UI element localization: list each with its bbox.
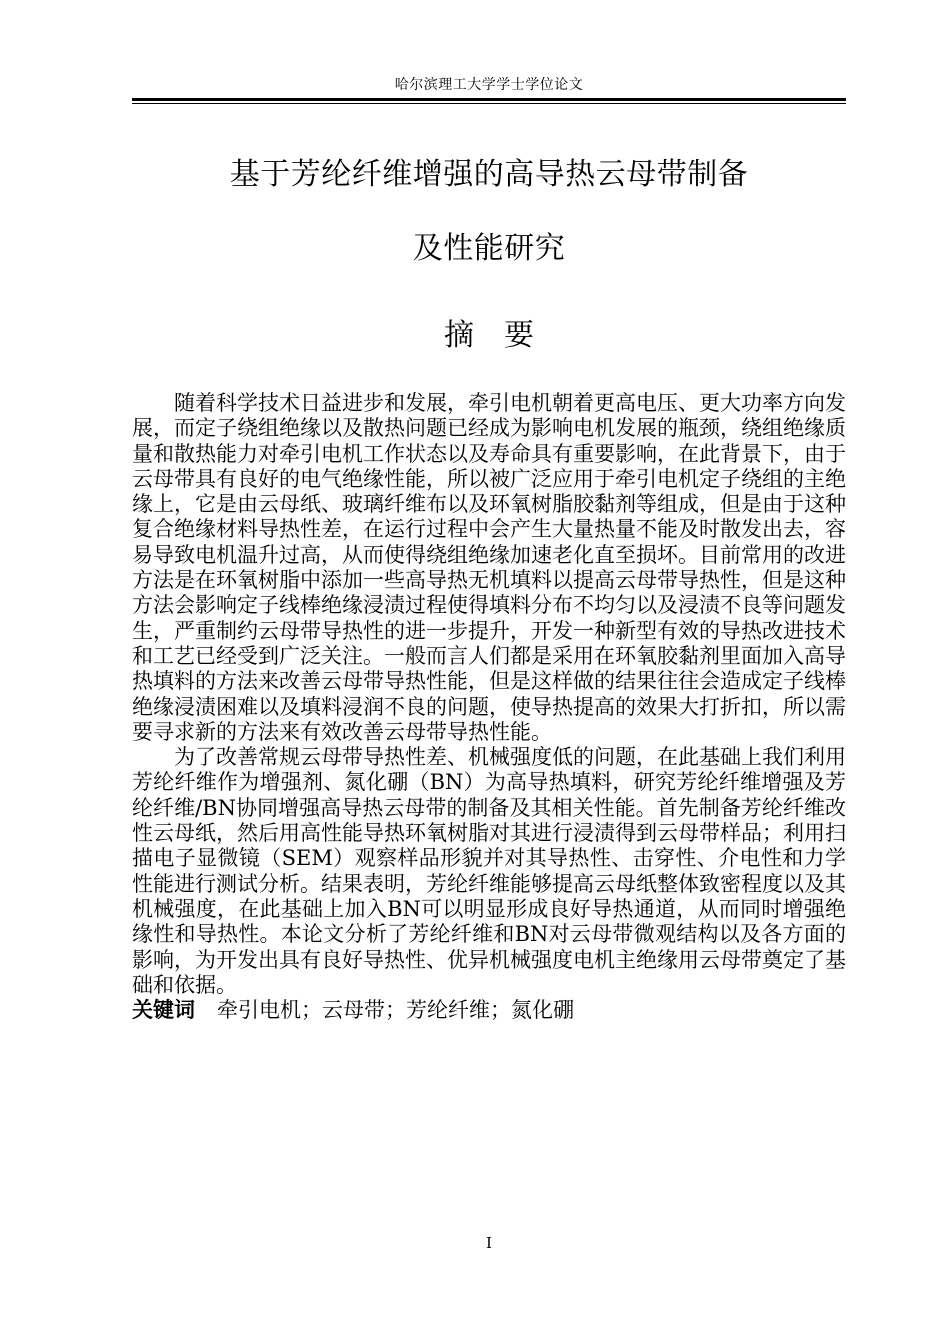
abstract-heading-char-1: 摘: [444, 318, 474, 353]
abstract-body: [132, 391, 846, 1023]
abstract-heading-char-2: 要: [504, 318, 534, 353]
abstract-paragraph-2: 为了改善常规云母带导热性差、机械强度低的问题，在此基础上我们利用芳纶纤维作为增强剂、氮化硼（BN）为高导热填料，研究芳纶纤维增强及芳纶纤维/BN协同增强高导热云母带的制备及其相关性能。首先制备芳纶纤维改性云母纸，然后用高性能导热环氧树脂对其进行浸渍得到云母带样品；利用扫描电子显微镜（SEM）观察样品形貌并对其导热性、击穿性、介电性和力学性能进行测试分析。结果表明，芳纶纤维能够提高云母纸整体致密程度以及其机械强度，在此基础上加入BN可以明显形成良好导热通道，从而同时增强绝缘性和导热性。本论文分析了芳纶纤维和BN对云母带微观结构以及各方面的影响，为开发出具有良好导热性、优异机械强度电机主绝缘用云母带奠定了基础和依据。: [132, 745, 846, 997]
keywords-list: 牵引电机；云母带；芳纶纤维；氮化硼: [217, 998, 574, 1023]
abstract-paragraph-1: 随着科学技术日益进步和发展，牵引电机朝着更高电压、更大功率方向发展，而定子绕组绝缘以及散热问题已经成为影响电机发展的瓶颈，绕组绝缘质量和散热能力对牵引电机工作状态以及寿命具有重要影响，在此背景下，由于云母带具有良好的电气绝缘性能，所以被广泛应用于牵引电机定子绕组的主绝缘上，它是由云母纸、玻璃纤维布以及环氧树脂胶黏剂等组成，但是由于这种复合绝缘材料导热性差，在运行过程中会产生大量热量不能及时散发出去，容易导致电机温升过高，从而使得绕组绝缘加速老化直至损坏。目前常用的改进方法是在环氧树脂中添加一些高导热无机填料以提高云母带导热性，但是这种方法会影响定子线棒绝缘浸渍过程使得填料分布不均匀以及浸渍不良等问题发生，严重制约云母带导热性的进一步提升，开发一种新型有效的导热改进技术和工艺已经受到广泛关注。一般而言人们都是采用在环氧胶黏剂里面加入高导热填料的方法来改善云母带导热性能，但是这样做的结果往往会造成定子线棒绝缘浸渍困难以及填料浸润不良的问题，使导热提高的效果大打折扣，所以需要寻求新的方法来有效改善云母带导热性能。: [132, 391, 846, 744]
abstract-heading: [132, 318, 846, 354]
thesis-title-line-1: 基于芳纶纤维增强的高导热云母带制备: [229, 157, 749, 192]
running-header: 哈尔滨理工大学学士学位论文: [394, 77, 584, 93]
header-rule: [132, 98, 846, 101]
header-rule-thin: [132, 103, 846, 104]
keywords-line: [132, 998, 846, 1023]
thesis-title-line-2: 及性能研究: [412, 231, 566, 266]
page-number: I: [486, 1234, 492, 1252]
keywords-label: 关键词: [132, 998, 195, 1023]
